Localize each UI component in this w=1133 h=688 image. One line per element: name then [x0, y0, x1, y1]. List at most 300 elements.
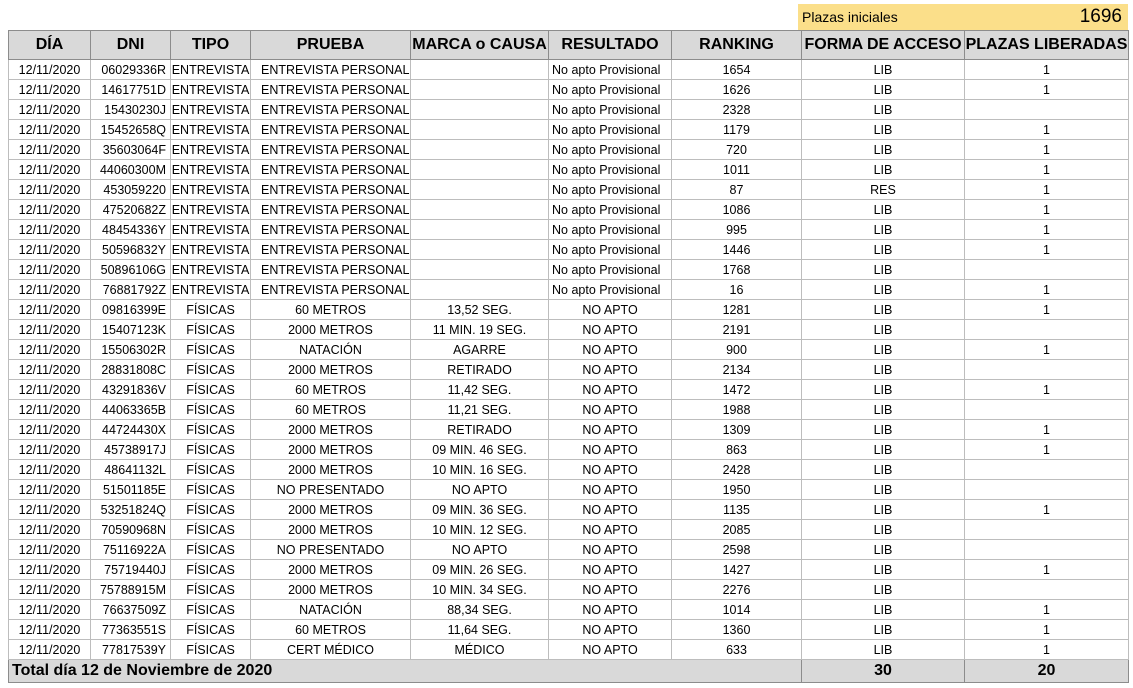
cell-dni[interactable]: 70590968N: [91, 520, 171, 540]
cell-ranking[interactable]: 2598: [672, 540, 802, 560]
cell-tipo[interactable]: FÍSICAS: [171, 420, 251, 440]
cell-dni[interactable]: 15452658Q: [91, 120, 171, 140]
cell-tipo[interactable]: FÍSICAS: [171, 640, 251, 660]
cell-tipo[interactable]: ENTREVISTA: [171, 260, 251, 280]
cell-forma-acceso[interactable]: LIB: [802, 60, 965, 80]
cell-dni[interactable]: 75116922A: [91, 540, 171, 560]
cell-prueba[interactable]: 2000 METROS: [251, 460, 411, 480]
cell-dia[interactable]: 12/11/2020: [9, 440, 91, 460]
cell-resultado[interactable]: No apto Provisional: [549, 120, 672, 140]
cell-dia[interactable]: 12/11/2020: [9, 280, 91, 300]
cell-ranking[interactable]: 16: [672, 280, 802, 300]
cell-plazas-liberadas[interactable]: 1: [965, 440, 1129, 460]
cell-resultado[interactable]: NO APTO: [549, 620, 672, 640]
cell-marca[interactable]: 10 MIN. 16 SEG.: [411, 460, 549, 480]
cell-prueba[interactable]: 2000 METROS: [251, 520, 411, 540]
cell-resultado[interactable]: NO APTO: [549, 560, 672, 580]
cell-dni[interactable]: 48641132L: [91, 460, 171, 480]
cell-ranking[interactable]: 1011: [672, 160, 802, 180]
cell-tipo[interactable]: FÍSICAS: [171, 480, 251, 500]
cell-tipo[interactable]: FÍSICAS: [171, 500, 251, 520]
total-row: [9, 660, 1129, 683]
cell-dni[interactable]: 453059220: [91, 180, 171, 200]
cell-tipo[interactable]: FÍSICAS: [171, 440, 251, 460]
cell-forma-acceso[interactable]: LIB: [802, 200, 965, 220]
cell-dni[interactable]: 75719440J: [91, 560, 171, 580]
cell-plazas-liberadas[interactable]: 1: [965, 220, 1129, 240]
cell-resultado[interactable]: NO APTO: [549, 640, 672, 660]
cell-forma-acceso[interactable]: LIB: [802, 100, 965, 120]
cell-prueba[interactable]: ENTREVISTA PERSONAL: [251, 220, 411, 240]
cell-resultado[interactable]: NO APTO: [549, 480, 672, 500]
cell-dni[interactable]: 44060300M: [91, 160, 171, 180]
header-prueba[interactable]: PRUEBA: [251, 31, 411, 60]
table-row: [9, 140, 1129, 160]
cell-prueba[interactable]: ENTREVISTA PERSONAL: [251, 140, 411, 160]
cell-ranking[interactable]: 1626: [672, 80, 802, 100]
cell-plazas-liberadas[interactable]: 1: [965, 600, 1129, 620]
cell-plazas-liberadas[interactable]: 1: [965, 240, 1129, 260]
cell-prueba[interactable]: ENTREVISTA PERSONAL: [251, 200, 411, 220]
cell-forma-acceso[interactable]: LIB: [802, 480, 965, 500]
cell-dni[interactable]: 06029336R: [91, 60, 171, 80]
cell-dni[interactable]: 43291836V: [91, 380, 171, 400]
cell-ranking[interactable]: 2328: [672, 100, 802, 120]
cell-plazas-liberadas[interactable]: [965, 460, 1129, 480]
cell-plazas-liberadas[interactable]: 1: [965, 380, 1129, 400]
cell-dia[interactable]: 12/11/2020: [9, 400, 91, 420]
cell-dni[interactable]: 15506302R: [91, 340, 171, 360]
cell-tipo[interactable]: FÍSICAS: [171, 540, 251, 560]
cell-resultado[interactable]: No apto Provisional: [549, 240, 672, 260]
cell-plazas-liberadas[interactable]: [965, 540, 1129, 560]
cell-tipo[interactable]: FÍSICAS: [171, 320, 251, 340]
cell-dia[interactable]: 12/11/2020: [9, 220, 91, 240]
header-row: [9, 31, 1129, 60]
cell-resultado[interactable]: NO APTO: [549, 540, 672, 560]
header-plazas-liberadas[interactable]: PLAZAS LIBERADAS: [965, 31, 1129, 60]
header-tipo[interactable]: TIPO: [171, 31, 251, 60]
cell-dia[interactable]: 12/11/2020: [9, 160, 91, 180]
cell-marca[interactable]: 10 MIN. 12 SEG.: [411, 520, 549, 540]
cell-prueba[interactable]: 60 METROS: [251, 300, 411, 320]
cell-tipo[interactable]: ENTREVISTA: [171, 100, 251, 120]
cell-marca[interactable]: 13,52 SEG.: [411, 300, 549, 320]
cell-marca[interactable]: RETIRADO: [411, 360, 549, 380]
cell-plazas-liberadas[interactable]: 1: [965, 420, 1129, 440]
cell-forma-acceso[interactable]: LIB: [802, 320, 965, 340]
cell-dia[interactable]: 12/11/2020: [9, 520, 91, 540]
cell-dia[interactable]: 12/11/2020: [9, 340, 91, 360]
cell-dni[interactable]: 28831808C: [91, 360, 171, 380]
cell-plazas-liberadas[interactable]: [965, 260, 1129, 280]
cell-forma-acceso[interactable]: LIB: [802, 240, 965, 260]
cell-plazas-liberadas[interactable]: 1: [965, 160, 1129, 180]
cell-resultado[interactable]: NO APTO: [549, 420, 672, 440]
table-row: [9, 400, 1129, 420]
cell-marca[interactable]: [411, 120, 549, 140]
cell-marca[interactable]: 11,21 SEG.: [411, 400, 549, 420]
cell-prueba[interactable]: ENTREVISTA PERSONAL: [251, 280, 411, 300]
cell-marca[interactable]: [411, 180, 549, 200]
cell-resultado[interactable]: NO APTO: [549, 300, 672, 320]
cell-dia[interactable]: 12/11/2020: [9, 260, 91, 280]
cell-prueba[interactable]: ENTREVISTA PERSONAL: [251, 100, 411, 120]
header-dia[interactable]: DÍA: [9, 31, 91, 60]
header-ranking[interactable]: RANKING: [672, 31, 802, 60]
cell-tipo[interactable]: FÍSICAS: [171, 580, 251, 600]
cell-forma-acceso[interactable]: LIB: [802, 620, 965, 640]
cell-resultado[interactable]: NO APTO: [549, 580, 672, 600]
cell-resultado[interactable]: No apto Provisional: [549, 180, 672, 200]
cell-ranking[interactable]: 1427: [672, 560, 802, 580]
cell-plazas-liberadas[interactable]: 1: [965, 280, 1129, 300]
cell-marca[interactable]: AGARRE: [411, 340, 549, 360]
cell-tipo[interactable]: FÍSICAS: [171, 300, 251, 320]
cell-dia[interactable]: 12/11/2020: [9, 580, 91, 600]
cell-ranking[interactable]: 633: [672, 640, 802, 660]
cell-tipo[interactable]: ENTREVISTA: [171, 80, 251, 100]
cell-forma-acceso[interactable]: LIB: [802, 600, 965, 620]
cell-marca[interactable]: 10 MIN. 34 SEG.: [411, 580, 549, 600]
cell-plazas-liberadas[interactable]: [965, 580, 1129, 600]
cell-ranking[interactable]: 2134: [672, 360, 802, 380]
cell-marca[interactable]: MÉDICO: [411, 640, 549, 660]
cell-dia[interactable]: 12/11/2020: [9, 600, 91, 620]
cell-resultado[interactable]: No apto Provisional: [549, 60, 672, 80]
cell-dia[interactable]: 12/11/2020: [9, 380, 91, 400]
cell-dia[interactable]: 12/11/2020: [9, 200, 91, 220]
cell-forma-acceso[interactable]: RES: [802, 180, 965, 200]
total-acceso[interactable]: 30: [802, 660, 965, 683]
cell-resultado[interactable]: NO APTO: [549, 600, 672, 620]
cell-forma-acceso[interactable]: LIB: [802, 380, 965, 400]
cell-forma-acceso[interactable]: LIB: [802, 440, 965, 460]
table-row: [9, 260, 1129, 280]
cell-prueba[interactable]: 60 METROS: [251, 620, 411, 640]
cell-prueba[interactable]: 2000 METROS: [251, 560, 411, 580]
cell-marca[interactable]: [411, 260, 549, 280]
cell-dni[interactable]: 77817539Y: [91, 640, 171, 660]
cell-resultado[interactable]: NO APTO: [549, 440, 672, 460]
table-row: [9, 520, 1129, 540]
cell-ranking[interactable]: 87: [672, 180, 802, 200]
cell-tipo[interactable]: ENTREVISTA: [171, 60, 251, 80]
cell-ranking[interactable]: 1360: [672, 620, 802, 640]
cell-tipo[interactable]: FÍSICAS: [171, 600, 251, 620]
cell-resultado[interactable]: No apto Provisional: [549, 160, 672, 180]
cell-forma-acceso[interactable]: LIB: [802, 460, 965, 480]
cell-marca[interactable]: [411, 140, 549, 160]
cell-forma-acceso[interactable]: LIB: [802, 540, 965, 560]
cell-ranking[interactable]: 995: [672, 220, 802, 240]
cell-dni[interactable]: 15430230J: [91, 100, 171, 120]
cell-prueba[interactable]: ENTREVISTA PERSONAL: [251, 160, 411, 180]
cell-dni[interactable]: 44063365B: [91, 400, 171, 420]
cell-dia[interactable]: 12/11/2020: [9, 120, 91, 140]
cell-dia[interactable]: 12/11/2020: [9, 640, 91, 660]
cell-prueba[interactable]: NO PRESENTADO: [251, 480, 411, 500]
cell-resultado[interactable]: NO APTO: [549, 460, 672, 480]
table-row: [9, 280, 1129, 300]
cell-marca[interactable]: [411, 240, 549, 260]
table-row: [9, 560, 1129, 580]
cell-forma-acceso[interactable]: LIB: [802, 500, 965, 520]
table-row: [9, 60, 1129, 80]
cell-dni[interactable]: 75788915M: [91, 580, 171, 600]
total-label[interactable]: Total día 12 de Noviembre de 2020: [9, 660, 802, 683]
cell-prueba[interactable]: ENTREVISTA PERSONAL: [251, 120, 411, 140]
cell-plazas-liberadas[interactable]: 1: [965, 500, 1129, 520]
total-liberadas[interactable]: 20: [965, 660, 1129, 683]
cell-ranking[interactable]: 1281: [672, 300, 802, 320]
cell-forma-acceso[interactable]: LIB: [802, 560, 965, 580]
cell-resultado[interactable]: No apto Provisional: [549, 80, 672, 100]
cell-marca[interactable]: 09 MIN. 36 SEG.: [411, 500, 549, 520]
cell-ranking[interactable]: 900: [672, 340, 802, 360]
cell-prueba[interactable]: 2000 METROS: [251, 440, 411, 460]
cell-forma-acceso[interactable]: LIB: [802, 220, 965, 240]
cell-prueba[interactable]: NATACIÓN: [251, 340, 411, 360]
cell-dia[interactable]: 12/11/2020: [9, 480, 91, 500]
header-dni[interactable]: DNI: [91, 31, 171, 60]
cell-ranking[interactable]: 1654: [672, 60, 802, 80]
cell-tipo[interactable]: FÍSICAS: [171, 620, 251, 640]
cell-prueba[interactable]: 2000 METROS: [251, 500, 411, 520]
cell-dni[interactable]: 53251824Q: [91, 500, 171, 520]
cell-marca[interactable]: [411, 220, 549, 240]
cell-forma-acceso[interactable]: LIB: [802, 80, 965, 100]
cell-dia[interactable]: 12/11/2020: [9, 420, 91, 440]
cell-dia[interactable]: 12/11/2020: [9, 180, 91, 200]
cell-dni[interactable]: 47520682Z: [91, 200, 171, 220]
table-row: [9, 160, 1129, 180]
cell-prueba[interactable]: ENTREVISTA PERSONAL: [251, 80, 411, 100]
cell-ranking[interactable]: 1135: [672, 500, 802, 520]
cell-tipo[interactable]: ENTREVISTA: [171, 280, 251, 300]
cell-tipo[interactable]: FÍSICAS: [171, 520, 251, 540]
cell-plazas-liberadas[interactable]: 1: [965, 80, 1129, 100]
cell-marca[interactable]: [411, 160, 549, 180]
cell-ranking[interactable]: 2191: [672, 320, 802, 340]
cell-ranking[interactable]: 1768: [672, 260, 802, 280]
cell-prueba[interactable]: NO PRESENTADO: [251, 540, 411, 560]
cell-ranking[interactable]: 1446: [672, 240, 802, 260]
cell-forma-acceso[interactable]: LIB: [802, 120, 965, 140]
cell-resultado[interactable]: No apto Provisional: [549, 140, 672, 160]
cell-plazas-liberadas[interactable]: [965, 520, 1129, 540]
cell-prueba[interactable]: 2000 METROS: [251, 360, 411, 380]
cell-ranking[interactable]: 1988: [672, 400, 802, 420]
cell-prueba[interactable]: 2000 METROS: [251, 420, 411, 440]
cell-plazas-liberadas[interactable]: [965, 400, 1129, 420]
cell-prueba[interactable]: ENTREVISTA PERSONAL: [251, 260, 411, 280]
cell-resultado[interactable]: NO APTO: [549, 500, 672, 520]
cell-dni[interactable]: 51501185E: [91, 480, 171, 500]
cell-forma-acceso[interactable]: LIB: [802, 580, 965, 600]
cell-plazas-liberadas[interactable]: [965, 360, 1129, 380]
plazas-iniciales-box: [798, 4, 1128, 30]
cell-marca[interactable]: RETIRADO: [411, 420, 549, 440]
table-row: [9, 320, 1129, 340]
cell-tipo[interactable]: ENTREVISTA: [171, 120, 251, 140]
cell-dni[interactable]: 09816399E: [91, 300, 171, 320]
cell-dni[interactable]: 35603064F: [91, 140, 171, 160]
cell-ranking[interactable]: 2276: [672, 580, 802, 600]
cell-marca[interactable]: [411, 80, 549, 100]
cell-marca[interactable]: 11 MIN. 19 SEG.: [411, 320, 549, 340]
cell-plazas-liberadas[interactable]: 1: [965, 60, 1129, 80]
cell-dni[interactable]: 48454336Y: [91, 220, 171, 240]
cell-dni[interactable]: 50596832Y: [91, 240, 171, 260]
cell-plazas-liberadas[interactable]: 1: [965, 640, 1129, 660]
cell-dia[interactable]: 12/11/2020: [9, 300, 91, 320]
table-row: [9, 620, 1129, 640]
cell-dia[interactable]: 12/11/2020: [9, 500, 91, 520]
cell-plazas-liberadas[interactable]: 1: [965, 560, 1129, 580]
cell-forma-acceso[interactable]: LIB: [802, 360, 965, 380]
cell-ranking[interactable]: 720: [672, 140, 802, 160]
cell-marca[interactable]: [411, 280, 549, 300]
cell-tipo[interactable]: FÍSICAS: [171, 400, 251, 420]
cell-ranking[interactable]: 1086: [672, 200, 802, 220]
cell-plazas-liberadas[interactable]: 1: [965, 620, 1129, 640]
cell-marca[interactable]: [411, 200, 549, 220]
cell-resultado[interactable]: No apto Provisional: [549, 260, 672, 280]
cell-dni[interactable]: 44724430X: [91, 420, 171, 440]
cell-plazas-liberadas[interactable]: [965, 320, 1129, 340]
cell-marca[interactable]: 09 MIN. 46 SEG.: [411, 440, 549, 460]
table-row: [9, 220, 1129, 240]
cell-resultado[interactable]: NO APTO: [549, 320, 672, 340]
cell-tipo[interactable]: ENTREVISTA: [171, 240, 251, 260]
cell-marca[interactable]: NO APTO: [411, 480, 549, 500]
cell-tipo[interactable]: FÍSICAS: [171, 460, 251, 480]
cell-forma-acceso[interactable]: LIB: [802, 400, 965, 420]
cell-tipo[interactable]: ENTREVISTA: [171, 160, 251, 180]
cell-tipo[interactable]: FÍSICAS: [171, 340, 251, 360]
cell-marca[interactable]: 09 MIN. 26 SEG.: [411, 560, 549, 580]
cell-plazas-liberadas[interactable]: 1: [965, 340, 1129, 360]
table-row: [9, 180, 1129, 200]
cell-prueba[interactable]: 60 METROS: [251, 400, 411, 420]
cell-dia[interactable]: 12/11/2020: [9, 100, 91, 120]
cell-plazas-liberadas[interactable]: 1: [965, 120, 1129, 140]
cell-prueba[interactable]: 60 METROS: [251, 380, 411, 400]
cell-prueba[interactable]: 2000 METROS: [251, 320, 411, 340]
cell-tipo[interactable]: ENTREVISTA: [171, 180, 251, 200]
cell-ranking[interactable]: 2085: [672, 520, 802, 540]
cell-dni[interactable]: 77363551S: [91, 620, 171, 640]
cell-forma-acceso[interactable]: LIB: [802, 640, 965, 660]
cell-resultado[interactable]: NO APTO: [549, 360, 672, 380]
cell-forma-acceso[interactable]: LIB: [802, 420, 965, 440]
cell-dni[interactable]: 76881792Z: [91, 280, 171, 300]
cell-forma-acceso[interactable]: LIB: [802, 280, 965, 300]
cell-dia[interactable]: 12/11/2020: [9, 140, 91, 160]
cell-resultado[interactable]: NO APTO: [549, 400, 672, 420]
cell-tipo[interactable]: FÍSICAS: [171, 380, 251, 400]
cell-dia[interactable]: 12/11/2020: [9, 60, 91, 80]
cell-resultado[interactable]: NO APTO: [549, 340, 672, 360]
cell-ranking[interactable]: 1309: [672, 420, 802, 440]
cell-prueba[interactable]: ENTREVISTA PERSONAL: [251, 180, 411, 200]
cell-plazas-liberadas[interactable]: 1: [965, 200, 1129, 220]
cell-prueba[interactable]: 2000 METROS: [251, 580, 411, 600]
cell-prueba[interactable]: CERT MÉDICO: [251, 640, 411, 660]
cell-marca[interactable]: 11,42 SEG.: [411, 380, 549, 400]
cell-resultado[interactable]: No apto Provisional: [549, 200, 672, 220]
cell-plazas-liberadas[interactable]: 1: [965, 140, 1129, 160]
cell-marca[interactable]: NO APTO: [411, 540, 549, 560]
cell-plazas-liberadas[interactable]: [965, 100, 1129, 120]
cell-resultado[interactable]: NO APTO: [549, 520, 672, 540]
cell-dni[interactable]: 76637509Z: [91, 600, 171, 620]
cell-prueba[interactable]: NATACIÓN: [251, 600, 411, 620]
cell-resultado[interactable]: No apto Provisional: [549, 280, 672, 300]
cell-dia[interactable]: 12/11/2020: [9, 80, 91, 100]
cell-forma-acceso[interactable]: LIB: [802, 340, 965, 360]
table-row: [9, 640, 1129, 660]
cell-dia[interactable]: 12/11/2020: [9, 360, 91, 380]
cell-forma-acceso[interactable]: LIB: [802, 260, 965, 280]
header-resultado[interactable]: RESULTADO: [549, 31, 672, 60]
cell-forma-acceso[interactable]: LIB: [802, 520, 965, 540]
cell-resultado[interactable]: NO APTO: [549, 380, 672, 400]
cell-dia[interactable]: 12/11/2020: [9, 320, 91, 340]
cell-dia[interactable]: 12/11/2020: [9, 620, 91, 640]
table-row: [9, 100, 1129, 120]
header-forma-acceso[interactable]: FORMA DE ACCESO: [802, 31, 965, 60]
cell-dia[interactable]: 12/11/2020: [9, 460, 91, 480]
cell-resultado[interactable]: No apto Provisional: [549, 100, 672, 120]
cell-ranking[interactable]: 1179: [672, 120, 802, 140]
cell-plazas-liberadas[interactable]: 1: [965, 300, 1129, 320]
cell-prueba[interactable]: ENTREVISTA PERSONAL: [251, 240, 411, 260]
cell-tipo[interactable]: FÍSICAS: [171, 560, 251, 580]
cell-tipo[interactable]: FÍSICAS: [171, 360, 251, 380]
cell-ranking[interactable]: 863: [672, 440, 802, 460]
cell-marca[interactable]: [411, 100, 549, 120]
cell-dni[interactable]: 14617751D: [91, 80, 171, 100]
cell-ranking[interactable]: 1472: [672, 380, 802, 400]
cell-dni[interactable]: 15407123K: [91, 320, 171, 340]
cell-plazas-liberadas[interactable]: 1: [965, 180, 1129, 200]
cell-marca[interactable]: 88,34 SEG.: [411, 600, 549, 620]
cell-ranking[interactable]: 1950: [672, 480, 802, 500]
cell-marca[interactable]: [411, 60, 549, 80]
cell-forma-acceso[interactable]: LIB: [802, 140, 965, 160]
cell-dia[interactable]: 12/11/2020: [9, 560, 91, 580]
cell-tipo[interactable]: ENTREVISTA: [171, 220, 251, 240]
cell-dia[interactable]: 12/11/2020: [9, 540, 91, 560]
plazas-iniciales-value: 1696: [1079, 6, 1122, 27]
cell-plazas-liberadas[interactable]: [965, 480, 1129, 500]
cell-resultado[interactable]: No apto Provisional: [549, 220, 672, 240]
cell-dni[interactable]: 50896106G: [91, 260, 171, 280]
cell-marca[interactable]: 11,64 SEG.: [411, 620, 549, 640]
cell-ranking[interactable]: 2428: [672, 460, 802, 480]
cell-ranking[interactable]: 1014: [672, 600, 802, 620]
cell-forma-acceso[interactable]: LIB: [802, 300, 965, 320]
cell-dia[interactable]: 12/11/2020: [9, 240, 91, 260]
cell-forma-acceso[interactable]: LIB: [802, 160, 965, 180]
cell-dni[interactable]: 45738917J: [91, 440, 171, 460]
cell-tipo[interactable]: ENTREVISTA: [171, 140, 251, 160]
cell-prueba[interactable]: ENTREVISTA PERSONAL: [251, 60, 411, 80]
cell-tipo[interactable]: ENTREVISTA: [171, 200, 251, 220]
header-marca[interactable]: MARCA o CAUSA: [411, 31, 549, 60]
